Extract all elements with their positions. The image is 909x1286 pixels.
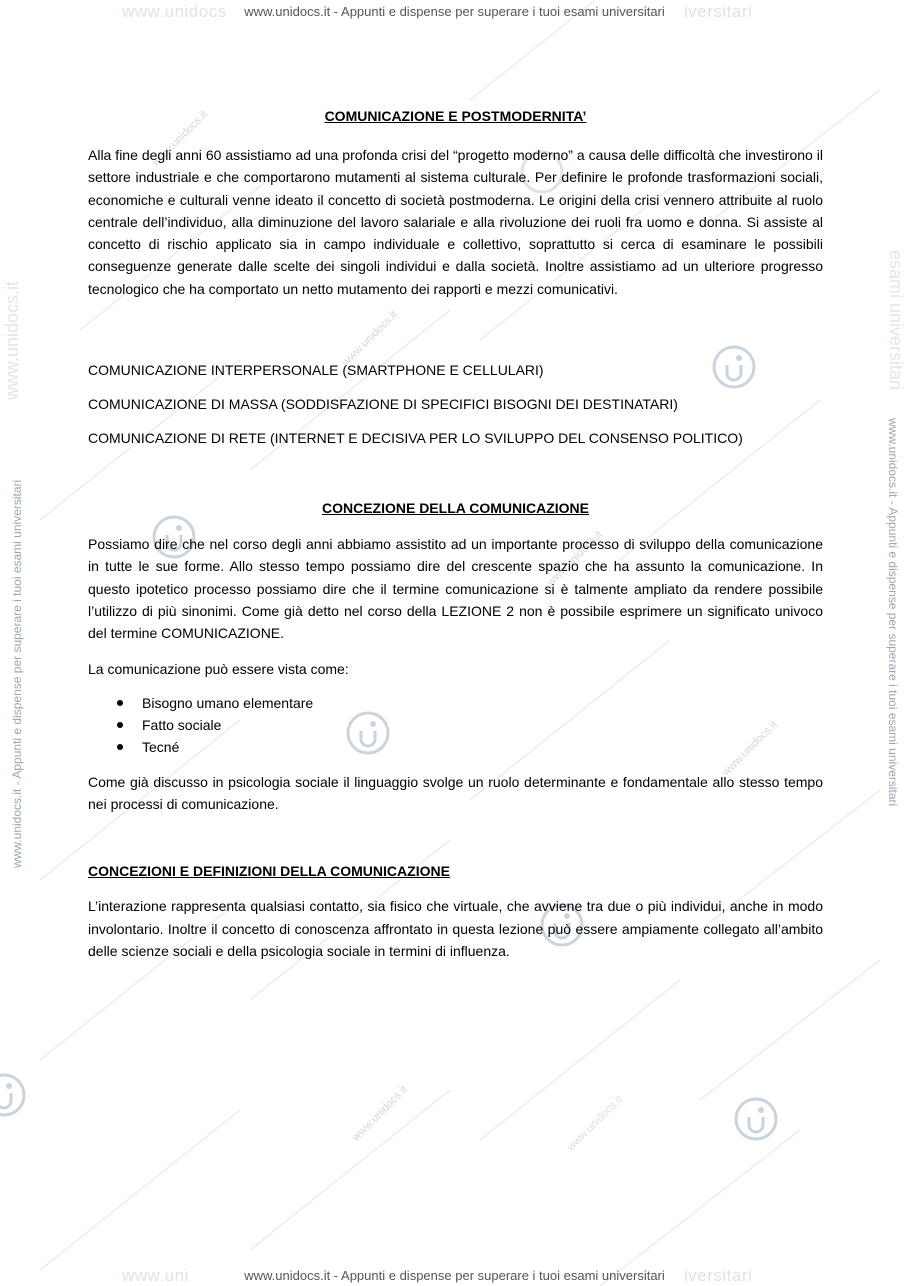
section-title-postmodernita: COMUNICAZIONE E POSTMODERNITA’	[324, 108, 587, 124]
side-banner-right[interactable]: www.unidocs.it - Appunti e dispense per superare i tuoi esami universitari	[886, 418, 900, 807]
footer-banner[interactable]: www.unidocs.it - Appunti e dispense per superare i tuoi esami universitari	[244, 1268, 665, 1283]
paragraph-vista-come: La comunicazione può essere vista come:	[88, 660, 349, 677]
paragraph-concezione: Possiamo dire che nel corso degli anni abbiamo assistito ad un importante processo di sviluppo della comunicazione in tutte le sue forme. Allo stesso tempo possiamo dire del crescente spazio che ha assunto la comunicazione. In questo ipotetico processo possiamo dire che il termine comunicazione si è talmente ampliato da rendere possibile l’utilizzo di più sinonimi. Come già detto nel corso della LEZIONE 2 non è possibile esprimere un significato univoco del termine COMUNICAZIONE.	[88, 536, 823, 642]
side-right-ghost: esami universitari	[886, 250, 906, 391]
watermark-small-text: www.unidocs.it	[150, 108, 210, 169]
list-item	[88, 714, 823, 736]
section-title-definizioni: CONCEZIONI E DEFINIZIONI DELLA COMUNICAZIONE	[88, 863, 450, 880]
list-comunicazione	[88, 692, 823, 759]
footer-ghost-left: www.uni	[122, 1266, 189, 1285]
side-left-ghost: www.unidocs.it	[2, 280, 22, 400]
watermark-small-text: www.unidocs.it	[545, 528, 605, 589]
side-banner-left[interactable]: www.unidocs.it - Appunti e dispense per superare i tuoi esami universitari	[10, 479, 24, 868]
list-item	[88, 736, 823, 758]
list-item-text: Tecné	[142, 739, 180, 756]
section-title-concezione: CONCEZIONE DELLA COMUNICAZIONE	[321, 500, 590, 517]
header-ghost-left: www.unidocs	[122, 2, 227, 21]
watermark-small-text: www.unidocs.it	[720, 718, 780, 779]
watermark-small-text: www.unidocs.it	[340, 308, 400, 369]
bullet-icon	[117, 744, 123, 750]
line-comunicazione-interpersonale: COMUNICAZIONE INTERPERSONALE (SMARTPHONE E CELLULARI)	[88, 362, 544, 379]
paragraph-linguaggio: Come già discusso in psicologia sociale il linguaggio svolge un ruolo determinante e fondamentale allo stesso tempo nei processi di comunicazione.	[88, 773, 823, 813]
watermark-small-text: www.unidocs.it	[565, 1093, 625, 1154]
document-body	[88, 105, 823, 962]
footer-ghost-right: iversitari	[684, 1266, 753, 1285]
bullet-icon	[117, 722, 123, 728]
header-ghost-right: iversitari	[684, 2, 753, 21]
list-item-text: Fatto sociale	[142, 717, 222, 734]
line-comunicazione-di-massa: COMUNICAZIONE DI MASSA (SODDISFAZIONE DI SPECIFICI BISOGNI DEI DESTINATARI)	[88, 396, 678, 413]
list-item-text: Bisogno umano elementare	[142, 694, 314, 711]
header-banner[interactable]: www.unidocs.it - Appunti e dispense per superare i tuoi esami universitari	[244, 4, 665, 19]
line-comunicazione-di-rete: COMUNICAZIONE DI RETE (INTERNET E DECISIVA PER LO SVILUPPO DEL CONSENSO POLITICO)	[88, 430, 743, 447]
bullet-icon	[117, 700, 123, 706]
watermark-small-text: www.unidocs.it	[350, 1083, 410, 1144]
list-item	[88, 692, 823, 714]
paragraph-postmodernita: Alla fine degli anni 60 assistiamo ad una profonda crisi del “progetto moderno” a causa delle difficoltà che investirono il settore industriale e che comportarono mutamenti al sistema culturale. Per definire le profonde trasformazioni sociali, economiche e culturali venne ideato il concetto di società postmoderna. Le origini della crisi vennero attribuite al ruolo centrale dell’individuo, alla diminuzione del lavoro salariale e alla rivoluzione dei ruoli fra uomo e donna. Si assiste al concetto di rischio applicato sia in campo individuale e collettivo, soprattutto si cerca di esaminare le possibili conseguenze generate dalle scelte dei singoli individui e dalla società. Inoltre assistiamo ad un ulteriore progresso tecnologico che ha comportato un netto mutamento dei rapporti e mezzi comunicativi.	[88, 147, 823, 297]
paragraph-interazione: L’interazione rappresenta qualsiasi contatto, sia fisico che virtuale, che avviene tra due o più individui, anche in modo involontario. Inoltre il concetto di conoscenza affrontato in questa lezione può essere ampiamente collegato all’ambito delle scienze sociali e della psicologia sociale in termini di influenza.	[88, 898, 823, 959]
